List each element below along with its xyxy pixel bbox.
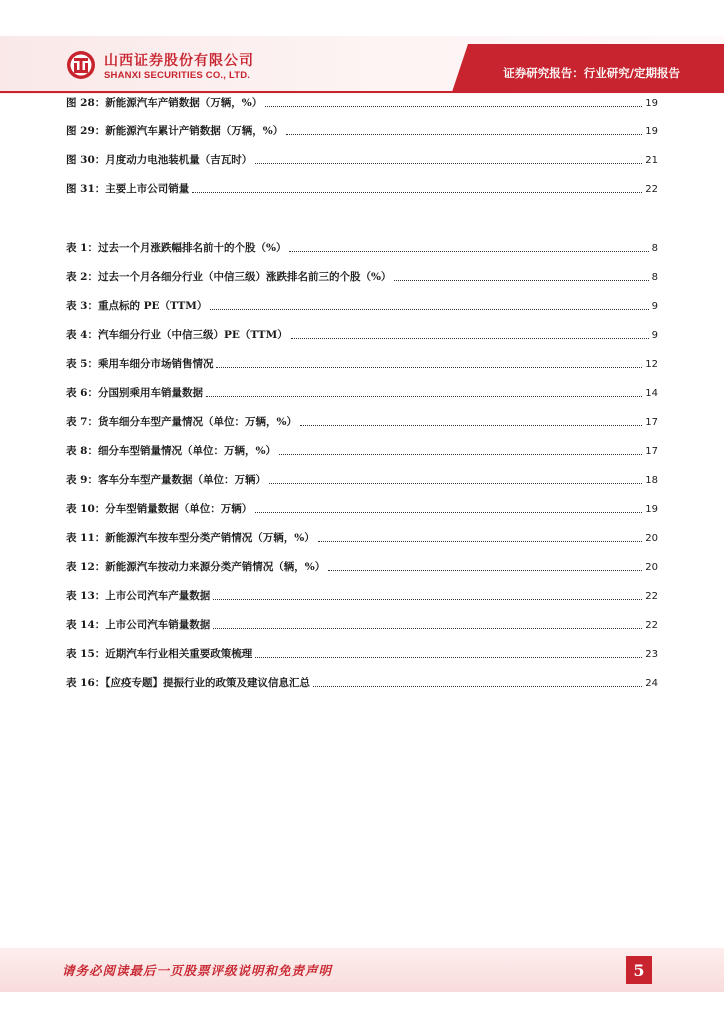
toc-entry[interactable] [66, 95, 658, 111]
toc-entry-label: 表 1：过去一个月涨跌幅排名前十的个股（%） [66, 242, 287, 254]
toc-entry[interactable] [66, 530, 658, 546]
toc-entry[interactable] [66, 298, 658, 314]
toc-entry-page: 19 [645, 504, 658, 515]
toc-entry-page: 12 [645, 359, 658, 370]
toc-entry[interactable] [66, 414, 658, 430]
toc-entry-page: 22 [645, 620, 658, 631]
toc-leader-dots [289, 250, 648, 252]
toc-leader-dots [279, 453, 642, 455]
toc-leader-dots [255, 511, 642, 513]
toc-entry-label: 表 5：乘用车细分市场销售情况 [66, 358, 214, 370]
company-name-en: SHANXI SECURITIES CO., LTD. [104, 70, 251, 81]
toc-entry-label: 表 6：分国别乘用车销量数据 [66, 387, 203, 399]
toc-entry[interactable] [66, 501, 658, 517]
toc-leader-dots [213, 598, 642, 600]
toc-entry-label: 表 10：分车型销量数据（单位：万辆） [66, 503, 253, 515]
toc-entry-page: 8 [651, 272, 658, 283]
toc-entry-page: 24 [645, 678, 658, 689]
toc-entry-label: 表 11：新能源汽车按车型分类产销情况（万辆，%） [66, 532, 315, 544]
toc-entry-page: 22 [645, 184, 658, 195]
toc-entry-page: 22 [645, 591, 658, 602]
toc-entry[interactable] [66, 181, 658, 197]
toc-leader-dots [318, 540, 643, 542]
toc-entry-label: 图 30：月度动力电池装机量（吉瓦时） [66, 154, 253, 166]
toc-leader-dots [328, 569, 642, 571]
report-type-label: 证券研究报告：行业研究/定期报告 [503, 66, 680, 80]
toc-entry-label: 图 28：新能源汽车产销数据（万辆，%） [66, 97, 263, 109]
toc-entry[interactable] [66, 269, 658, 285]
toc-entry[interactable] [66, 588, 658, 604]
toc-entry-page: 23 [645, 649, 658, 660]
toc-entry[interactable] [66, 240, 658, 256]
toc-entry-page: 17 [645, 417, 658, 428]
toc-entry[interactable] [66, 385, 658, 401]
page-footer [0, 948, 724, 992]
toc-entry[interactable] [66, 327, 658, 343]
disclaimer-notice: 请务必阅读最后一页股票评级说明和免责声明 [62, 963, 333, 978]
toc-entry[interactable] [66, 152, 658, 168]
page-number: 5 [626, 956, 652, 984]
toc-leader-dots [269, 482, 642, 484]
toc-entry-label: 表 13：上市公司汽车产量数据 [66, 590, 211, 602]
toc-entry-page: 17 [645, 446, 658, 457]
toc-leader-dots [255, 656, 642, 658]
toc-entry[interactable] [66, 472, 658, 488]
toc-entry-label: 表 4：汽车细分行业（中信三级）PE（TTM） [66, 329, 288, 341]
toc-leader-dots [192, 191, 642, 193]
toc-entry-label: 表 14：上市公司汽车销量数据 [66, 619, 211, 631]
toc-entry-label: 表 9：客车分车型产量数据（单位：万辆） [66, 474, 266, 486]
toc-entry-label: 表 16：【应疫专题】提振行业的政策及建议信息汇总 [66, 677, 311, 689]
toc-entry-label: 表 15：近期汽车行业相关重要政策梳理 [66, 648, 253, 660]
toc-leader-dots [394, 279, 648, 281]
toc-entry-page: 9 [651, 330, 658, 341]
toc-leader-dots [210, 308, 648, 310]
toc-leader-dots [286, 133, 642, 135]
toc-entry-page: 21 [645, 155, 658, 166]
toc-entry[interactable] [66, 646, 658, 662]
toc-entry-page: 19 [645, 98, 658, 109]
toc-leader-dots [216, 366, 642, 368]
toc-entry-page: 18 [645, 475, 658, 486]
toc-entry-page: 19 [645, 126, 658, 137]
toc-entry-page: 20 [645, 562, 658, 573]
toc-entry-page: 8 [651, 243, 658, 254]
header-banner [0, 0, 724, 96]
toc-entry-label: 表 12：新能源汽车按动力来源分类产销情况（辆，%） [66, 561, 326, 573]
toc-entry-label: 图 29：新能源汽车累计产销数据（万辆，%） [66, 125, 284, 137]
toc-leader-dots [265, 105, 642, 107]
toc-leader-dots [213, 627, 642, 629]
toc-entry-page: 14 [645, 388, 658, 399]
toc-entry-label: 图 31：主要上市公司销量 [66, 183, 190, 195]
toc-entry-label: 表 7：货车细分车型产量情况（单位：万辆，%） [66, 416, 297, 428]
toc-entry-page: 9 [651, 301, 658, 312]
toc-leader-dots [300, 424, 642, 426]
toc-leader-dots [313, 685, 642, 687]
toc-entry[interactable] [66, 675, 658, 691]
toc-leader-dots [206, 395, 642, 397]
toc-entry-label: 表 8：细分车型销量情况（单位：万辆，%） [66, 445, 276, 457]
toc-entry[interactable] [66, 617, 658, 633]
shanxi-securities-logo-icon [66, 50, 96, 80]
page-header [0, 0, 724, 96]
toc-entry[interactable] [66, 443, 658, 459]
toc-leader-dots [255, 162, 642, 164]
toc-entry[interactable] [66, 123, 658, 139]
toc-entry[interactable] [66, 559, 658, 575]
company-name-cn: 山西证券股份有限公司 [104, 53, 254, 69]
toc-leader-dots [291, 337, 649, 339]
toc-entry-page: 20 [645, 533, 658, 544]
toc-entry-label: 表 2：过去一个月各细分行业（中信三级）涨跌排名前三的个股（%） [66, 271, 392, 283]
toc-entry-label: 表 3：重点标的 PE（TTM） [66, 300, 208, 312]
toc-entry[interactable] [66, 356, 658, 372]
